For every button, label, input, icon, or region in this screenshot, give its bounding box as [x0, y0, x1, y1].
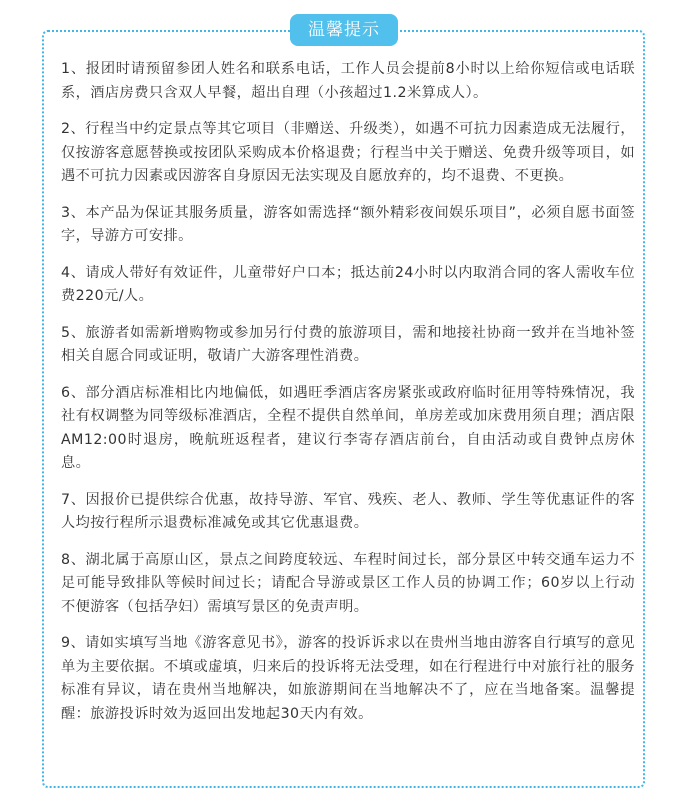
notice-item: 5、旅游者如需新增购物或参加另行付费的旅游项目，需和地接社协商一致并在当地补签相关自愿合同或证明，敬请广大游客理性消费。: [61, 324, 635, 364]
notice-item: 7、因报价已提供综合优惠，故持导游、军官、残疾、老人、教师、学生等优惠证件的客人均按行程所示退费标准减免或其它优惠退费。: [61, 491, 635, 531]
notice-item: 8、湖北属于高原山区，景点之间跨度较远、车程时间过长，部分景区中转交通车运力不足可能导致排队等候时间过长；请配合导游或景区工作人员的协调工作；60岁以上行动不便游客（包括孕妇）需填写景区的免责声明。: [61, 551, 635, 615]
notice-item: 2、行程当中约定景点等其它项目（非赠送、升级类），如遇不可抗力因素造成无法履行，仅按游客意愿替换或按团队采购成本价格退费；行程当中关于赠送、免费升级等项目，如遇不可抗力因素或因游客自身原因无法实现及自愿放弃的，均不退费、不更换。: [61, 121, 635, 184]
notice-item: 6、部分酒店标准相比内地偏低，如遇旺季酒店客房紧张或政府临时征用等特殊情况，我社有权调整为同等级标准酒店，全程不提供自然单间，单房差或加床费用须自理；酒店限AM12:00时退房，晚航班返程者，建议行李寄存酒店前台，自由活动或自费钟点房休息。: [61, 384, 635, 471]
notice-content: [61, 58, 635, 739]
notice-item: 3、本产品为保证其服务质量，游客如需选择“额外精彩夜间娱乐项目”，必须自愿书面签字，导游方可安排。: [61, 204, 635, 244]
notice-title: 温馨提示: [290, 14, 398, 46]
notice-item: 1、报团时请预留参团人姓名和联系电话，工作人员会提前8小时以上给你短信或电话联系，酒店房费只含双人早餐，超出自理（小孩超过1.2米算成人）。: [61, 61, 635, 101]
notice-item: 9、请如实填写当地《游客意见书》，游客的投诉诉求以在贵州当地由游客自行填写的意见单为主要依据。不填或虚填，归来后的投诉将无法受理，如在行程进行中对旅行社的服务标准有异议，请在贵州当地解决，如旅游期间在当地解决不了，应在当地备案。温馨提醒：旅游投诉时效为返回出发地起30天内有效。: [61, 635, 635, 722]
notice-item: 4、请成人带好有效证件，儿童带好户口本；抵达前24小时以内取消合同的客人需收车位费220元/人。: [61, 264, 635, 304]
